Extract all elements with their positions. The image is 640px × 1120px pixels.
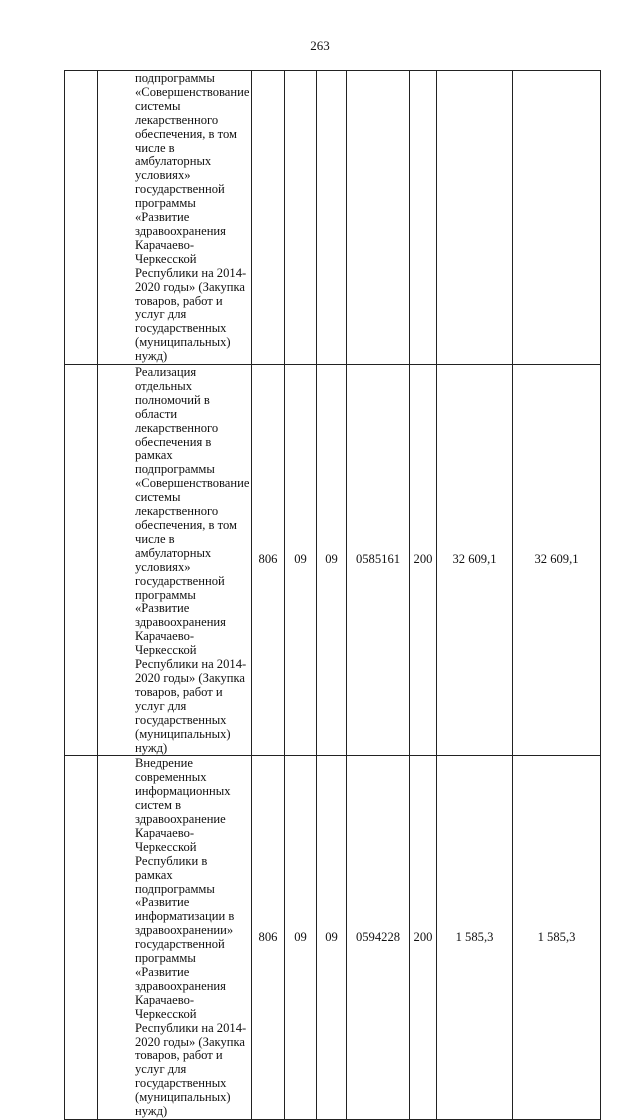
target-article-cell: 0594228 (347, 756, 410, 1120)
target-article-cell: 0585161 (347, 365, 410, 756)
table-row (65, 365, 601, 756)
ministry-code-cell: 806 (252, 365, 285, 756)
amount-cell: 1 585,3 (513, 756, 601, 1120)
expense-type-cell: 200 (410, 365, 437, 756)
section-code-cell: 09 (285, 365, 317, 756)
expense-type-cell (410, 71, 437, 365)
amount-cell: 32 609,1 (437, 365, 513, 756)
subsection-code-cell: 09 (317, 365, 347, 756)
subsection-code-cell (317, 71, 347, 365)
subsection-code-cell: 09 (317, 756, 347, 1120)
target-article-cell (347, 71, 410, 365)
amount-cell: 32 609,1 (513, 365, 601, 756)
budget-table (64, 70, 601, 1120)
amount-cell (437, 71, 513, 365)
table-row (65, 756, 601, 1120)
description-cell: Внедрение современных информационных систем в здравоохранение Карачаево-Черкесской Республики в рамках подпрограммы «Развитие информатизации в здравоохранении» государственной программы «Развитие здравоохранения Карачаево-Черкесской Республики на 2014-2020 годы» (Закупка товаров, работ и услуг для государственных (муниципальных) нужд) (98, 756, 252, 1120)
page-number: 263 (310, 38, 330, 53)
amount-cell (513, 71, 601, 365)
row-number-cell (65, 756, 98, 1120)
table-row (65, 71, 601, 365)
section-code-cell (285, 71, 317, 365)
ministry-code-cell (252, 71, 285, 365)
row-number-cell (65, 365, 98, 756)
row-number-cell (65, 71, 98, 365)
ministry-code-cell: 806 (252, 756, 285, 1120)
description-cell: Реализация отдельных полномочий в области лекарственного обеспечения в рамках подпрограммы «Совершенствование системы лекарственного обеспечения, в том числе в амбулаторных условиях» государственной программы «Развитие здравоохранения Карачаево-Черкесской Республики на 2014-2020 годы» (Закупка товаров, работ и услуг для государственных (муниципальных) нужд) (98, 365, 252, 756)
description-cell: подпрограммы «Совершенствование системы лекарственного обеспечения, в том числе в амбулаторных условиях» государственной программы «Развитие здравоохранения Карачаево-Черкесской Республики на 2014-2020 годы» (Закупка товаров, работ и услуг для государственных (муниципальных) нужд) (98, 71, 252, 365)
expense-type-cell: 200 (410, 756, 437, 1120)
section-code-cell: 09 (285, 756, 317, 1120)
amount-cell: 1 585,3 (437, 756, 513, 1120)
